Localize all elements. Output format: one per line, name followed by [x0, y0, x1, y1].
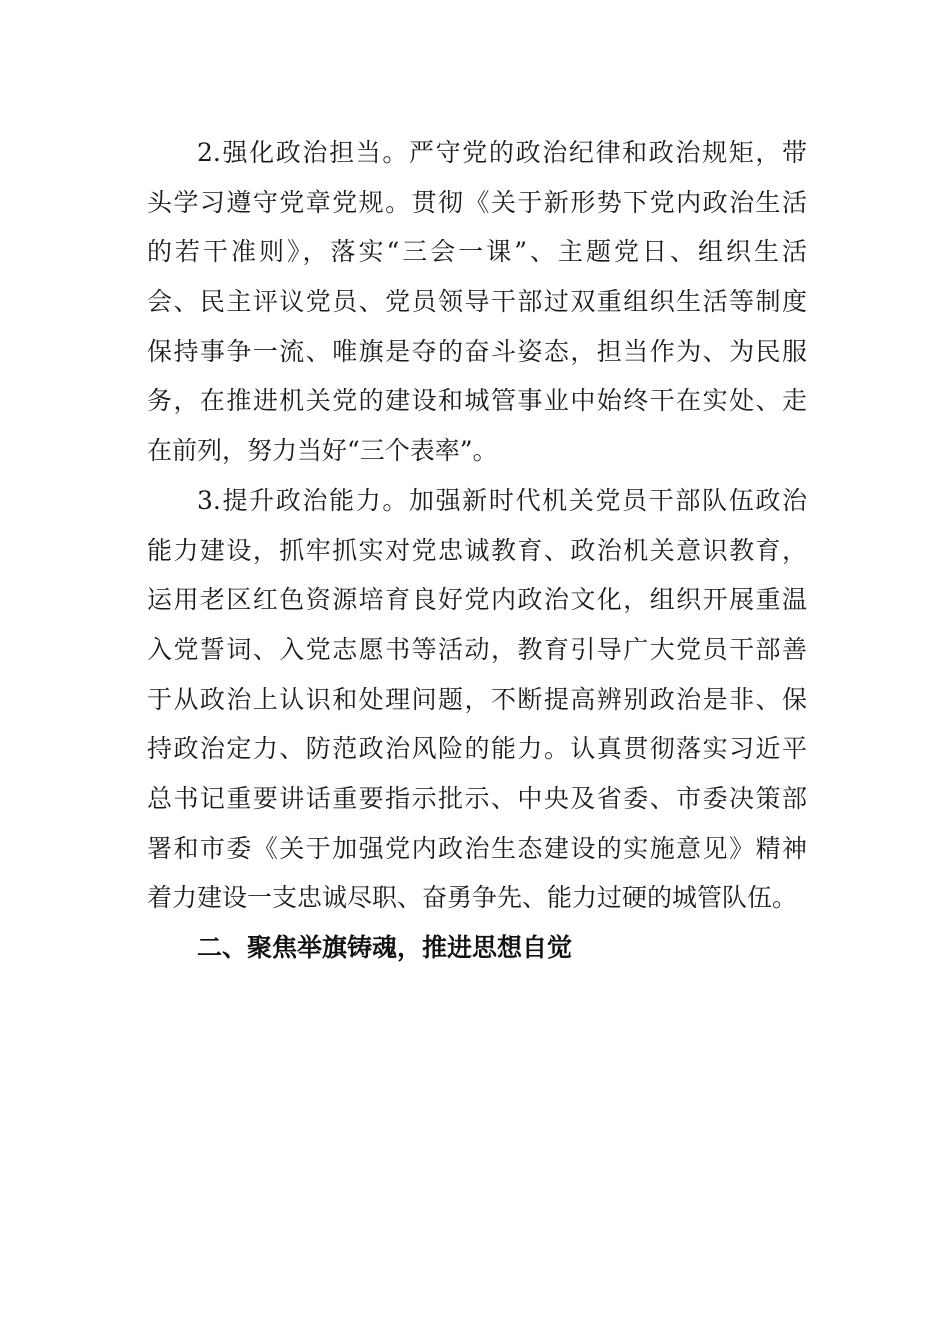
text-line: 总书记重要讲话重要指示批示、中央及省委、市委决策部 — [147, 783, 807, 813]
text-line: 入党誓词、入党志愿书等活动，教育引导广大党员干部善 — [147, 634, 807, 664]
text-line: 于从政治上认识和处理问题，不断提高辨别政治是非、保 — [147, 684, 807, 714]
text-line: 保持事争一流、唯旗是夺的奋斗姿态，担当作为、为民服 — [147, 336, 807, 366]
text-line: 会、民主评议党员、党员领导干部过双重组织生活等制度 — [147, 287, 807, 317]
text-line: 头学习遵守党章党规。贯彻《关于新形势下党内政治生活 — [147, 187, 807, 217]
text-line: 2.强化政治担当。严守党的政治纪律和政治规矩，带 — [197, 138, 807, 167]
text-line: 能力建设，抓牢抓实对党忠诚教育、政治机关意识教育， — [147, 535, 807, 565]
text-line: 运用老区红色资源培育良好党内政治文化，组织开展重温 — [147, 585, 807, 615]
text-line: 的若干准则》，落实“三会一课”、主题党日、组织生活 — [147, 237, 807, 267]
text-line: 在前列，努力当好“三个表率”。 — [147, 436, 498, 466]
paragraph-political-ability — [147, 476, 807, 923]
text-line: 着力建设一支忠诚尽职、奋勇争先、能力过硬的城管队伍。 — [147, 883, 798, 913]
text-line: 3.提升政治能力。加强新时代机关党员干部队伍政治 — [197, 485, 807, 515]
document-body — [147, 128, 807, 973]
text-line: 务，在推进机关党的建设和城管事业中始终干在实处、走 — [147, 386, 807, 416]
paragraph-political-responsibility — [147, 128, 807, 476]
text-line: 持政治定力、防范政治风险的能力。认真贯彻落实习近平 — [147, 734, 807, 764]
section-heading: 二、聚焦举旗铸魂，推进思想自觉 — [197, 933, 573, 962]
text-line: 署和市委《关于加强党内政治生态建设的实施意见》精神 — [147, 833, 807, 863]
